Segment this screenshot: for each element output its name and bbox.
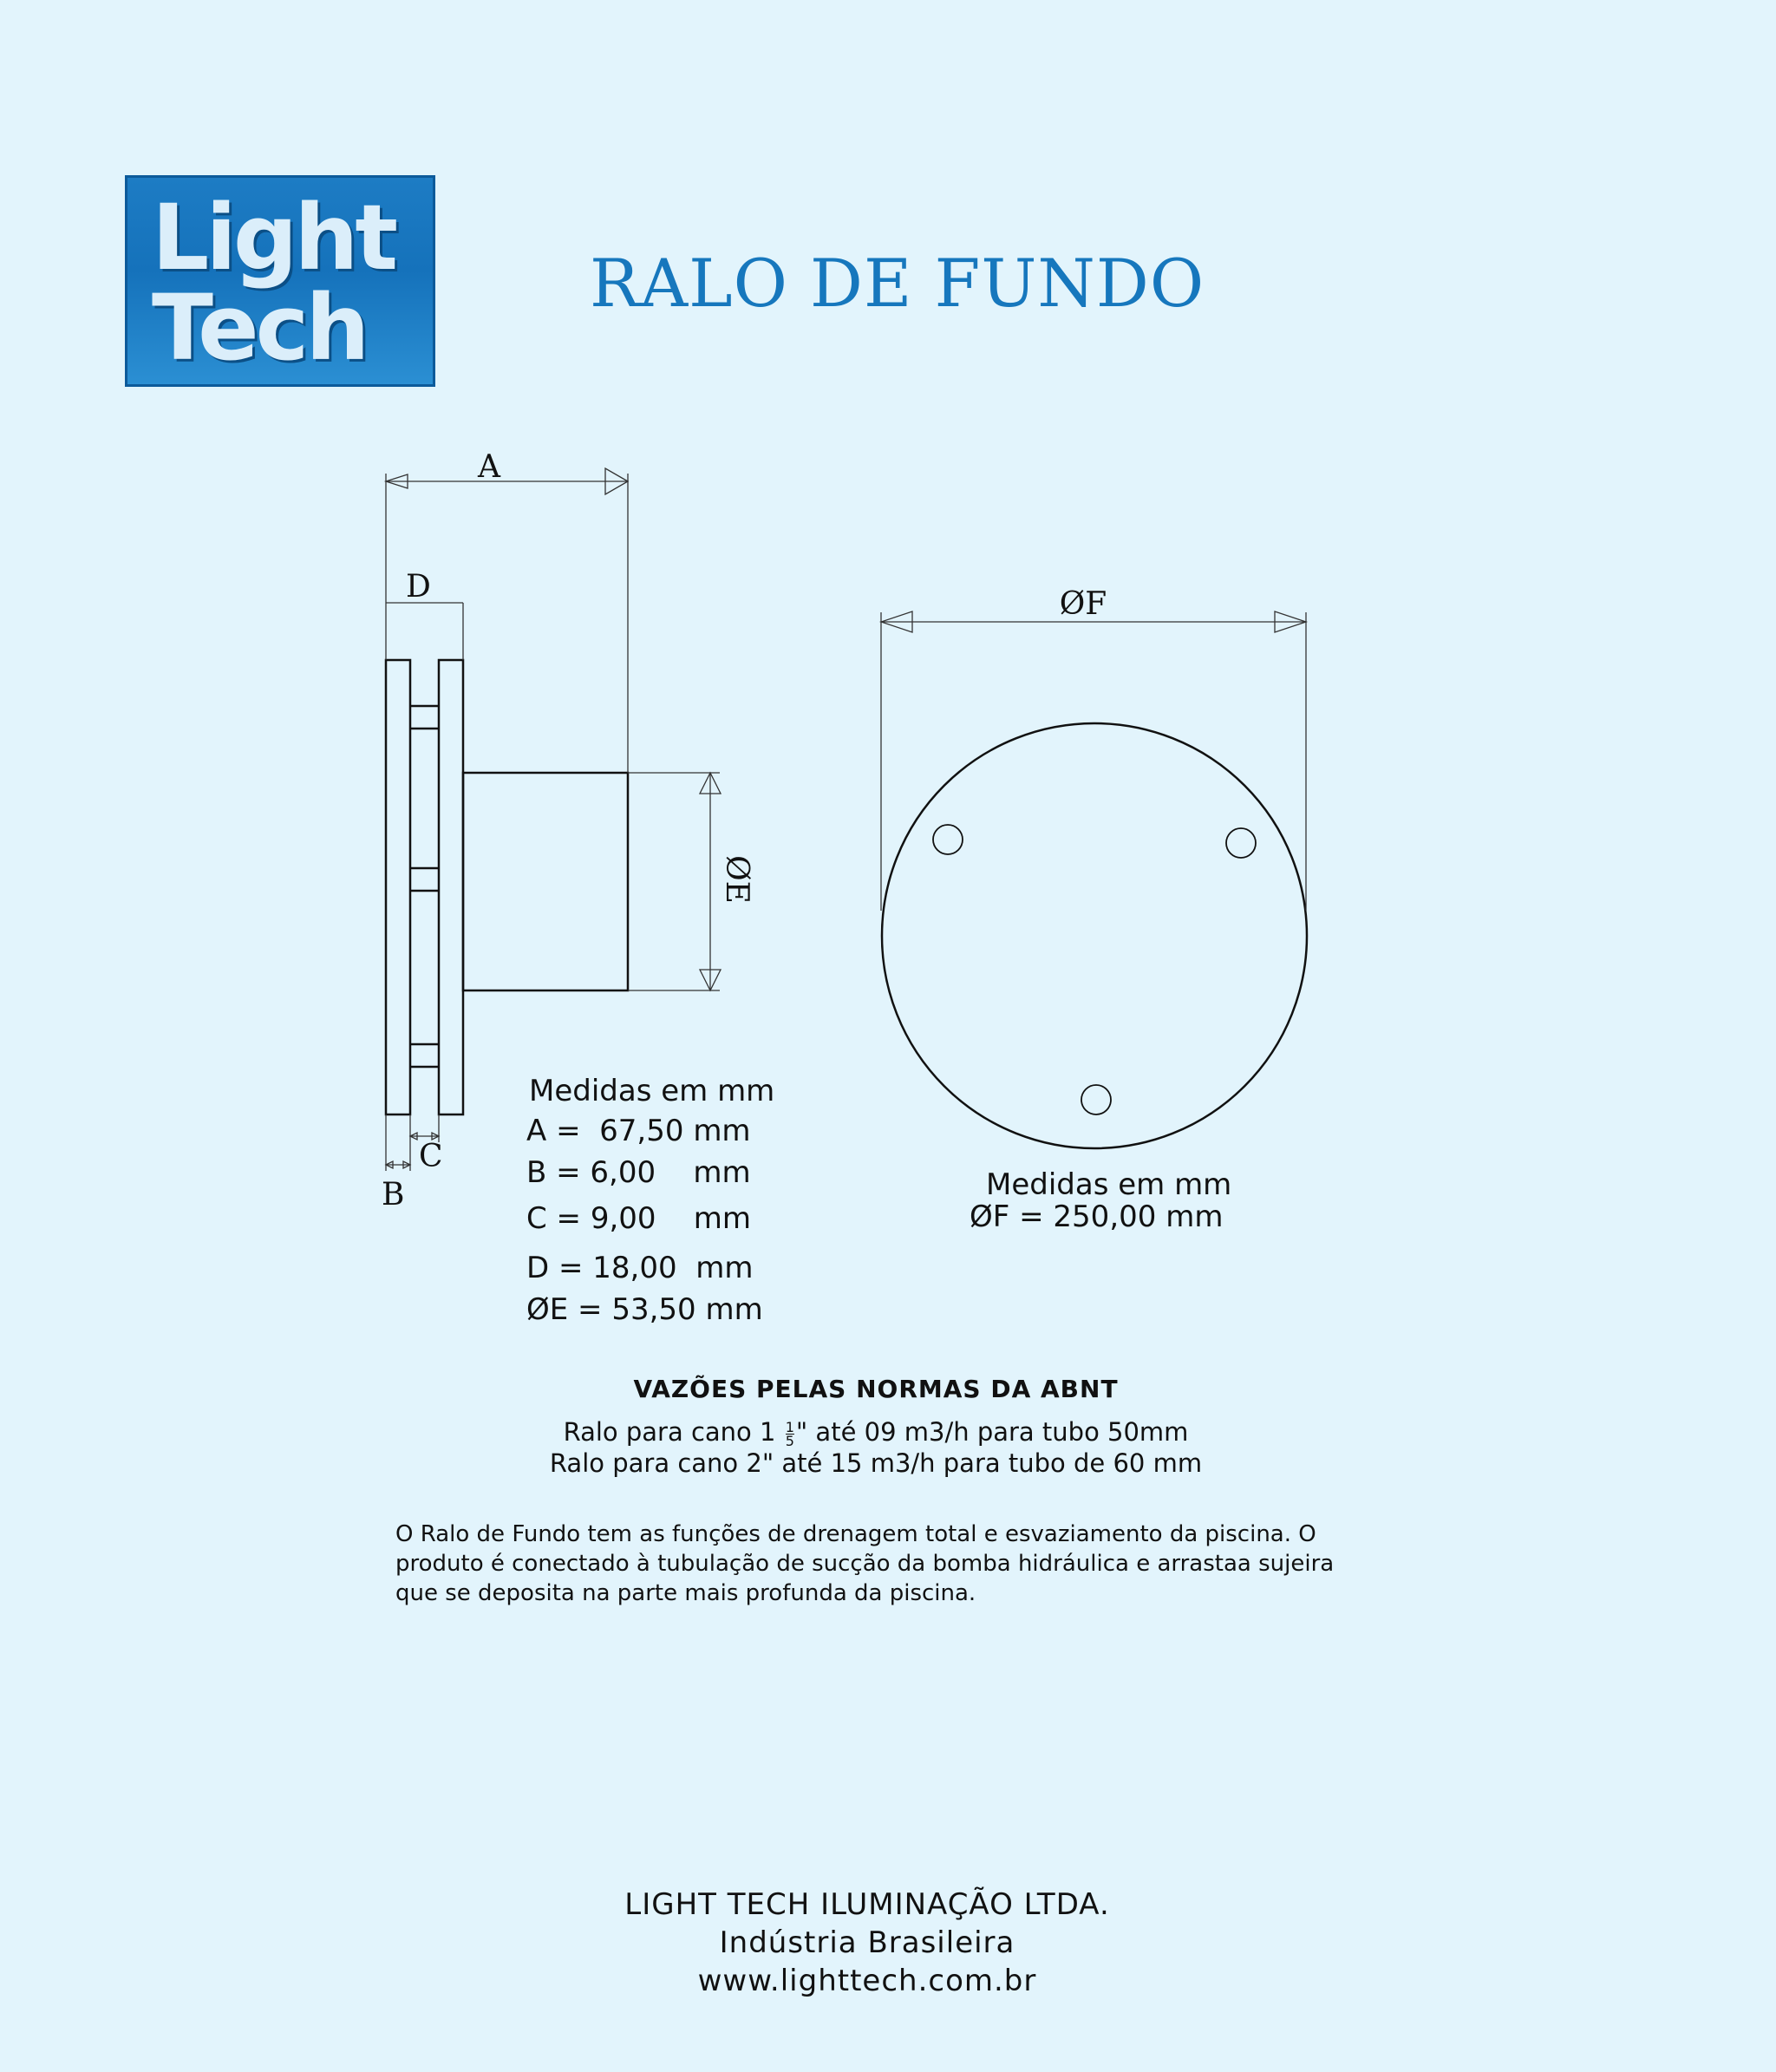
screw-hole xyxy=(933,825,963,854)
label-e: ØE xyxy=(719,855,754,904)
logo-line-2: Tech xyxy=(152,275,367,381)
label-b: B xyxy=(382,1177,405,1212)
flow-line-1 xyxy=(0,1417,1752,1448)
label-c: C xyxy=(419,1139,443,1174)
logo-line-1: Light xyxy=(152,185,395,291)
side-view-outline xyxy=(386,660,628,1114)
side-view-dimensions xyxy=(386,468,721,1171)
fraction-denominator: 5 xyxy=(785,1432,794,1449)
label-a: A xyxy=(478,449,500,485)
measurement-c: C = 9,00 mm xyxy=(526,1201,752,1236)
fraction xyxy=(785,1418,794,1449)
flange-plate-outer xyxy=(386,660,410,1114)
screw-hole xyxy=(1081,1085,1111,1114)
fraction-numerator: 1 xyxy=(785,1418,794,1435)
side-measurements-heading: Medidas em mm xyxy=(529,1074,775,1108)
outlet-pipe xyxy=(463,773,628,990)
page-title: RALO DE FUNDO xyxy=(590,245,1205,322)
label-d: D xyxy=(406,569,431,605)
measurement-b: B = 6,00 mm xyxy=(526,1155,751,1190)
footer-origin: Indústria Brasileira xyxy=(719,1925,1015,1960)
label-f: ØF xyxy=(1059,586,1107,622)
flow-line-1-end: " até 09 m3/h para tubo 50mm xyxy=(795,1417,1189,1447)
front-view-dimensions xyxy=(881,611,1306,911)
product-description: O Ralo de Fundo tem as funções de drenagem total e esvaziamento da piscina. O produto é conectado à tubulação de sucção da bomba hidráulica e arrastaa sujeira que se deposita na parte mais profunda da piscina. xyxy=(395,1521,1335,1606)
footer-company: LIGHT TECH ILUMINAÇÃO LTDA. xyxy=(624,1887,1110,1922)
flow-title: VAZÕES PELAS NORMAS DA ABNT xyxy=(633,1375,1119,1403)
flow-line-2: Ralo para cano 2" até 15 m3/h para tubo de 60 mm xyxy=(549,1448,1203,1478)
measurement-a: A = 67,50 mm xyxy=(526,1114,751,1148)
front-measurements-heading: Medidas em mm xyxy=(986,1167,1232,1202)
measurement-d: D = 18,00 mm xyxy=(526,1251,754,1285)
front-view-outline xyxy=(882,723,1307,1148)
measurement-f: ØF = 250,00 mm xyxy=(970,1199,1224,1234)
flow-line-1-start: Ralo para cano 1 xyxy=(563,1417,784,1447)
footer-website: www.lighttech.com.br xyxy=(697,1964,1037,1998)
screw-hole xyxy=(1226,828,1256,858)
measurement-e: ØE = 53,50 mm xyxy=(526,1292,763,1327)
flange-plate-inner xyxy=(439,660,463,1114)
